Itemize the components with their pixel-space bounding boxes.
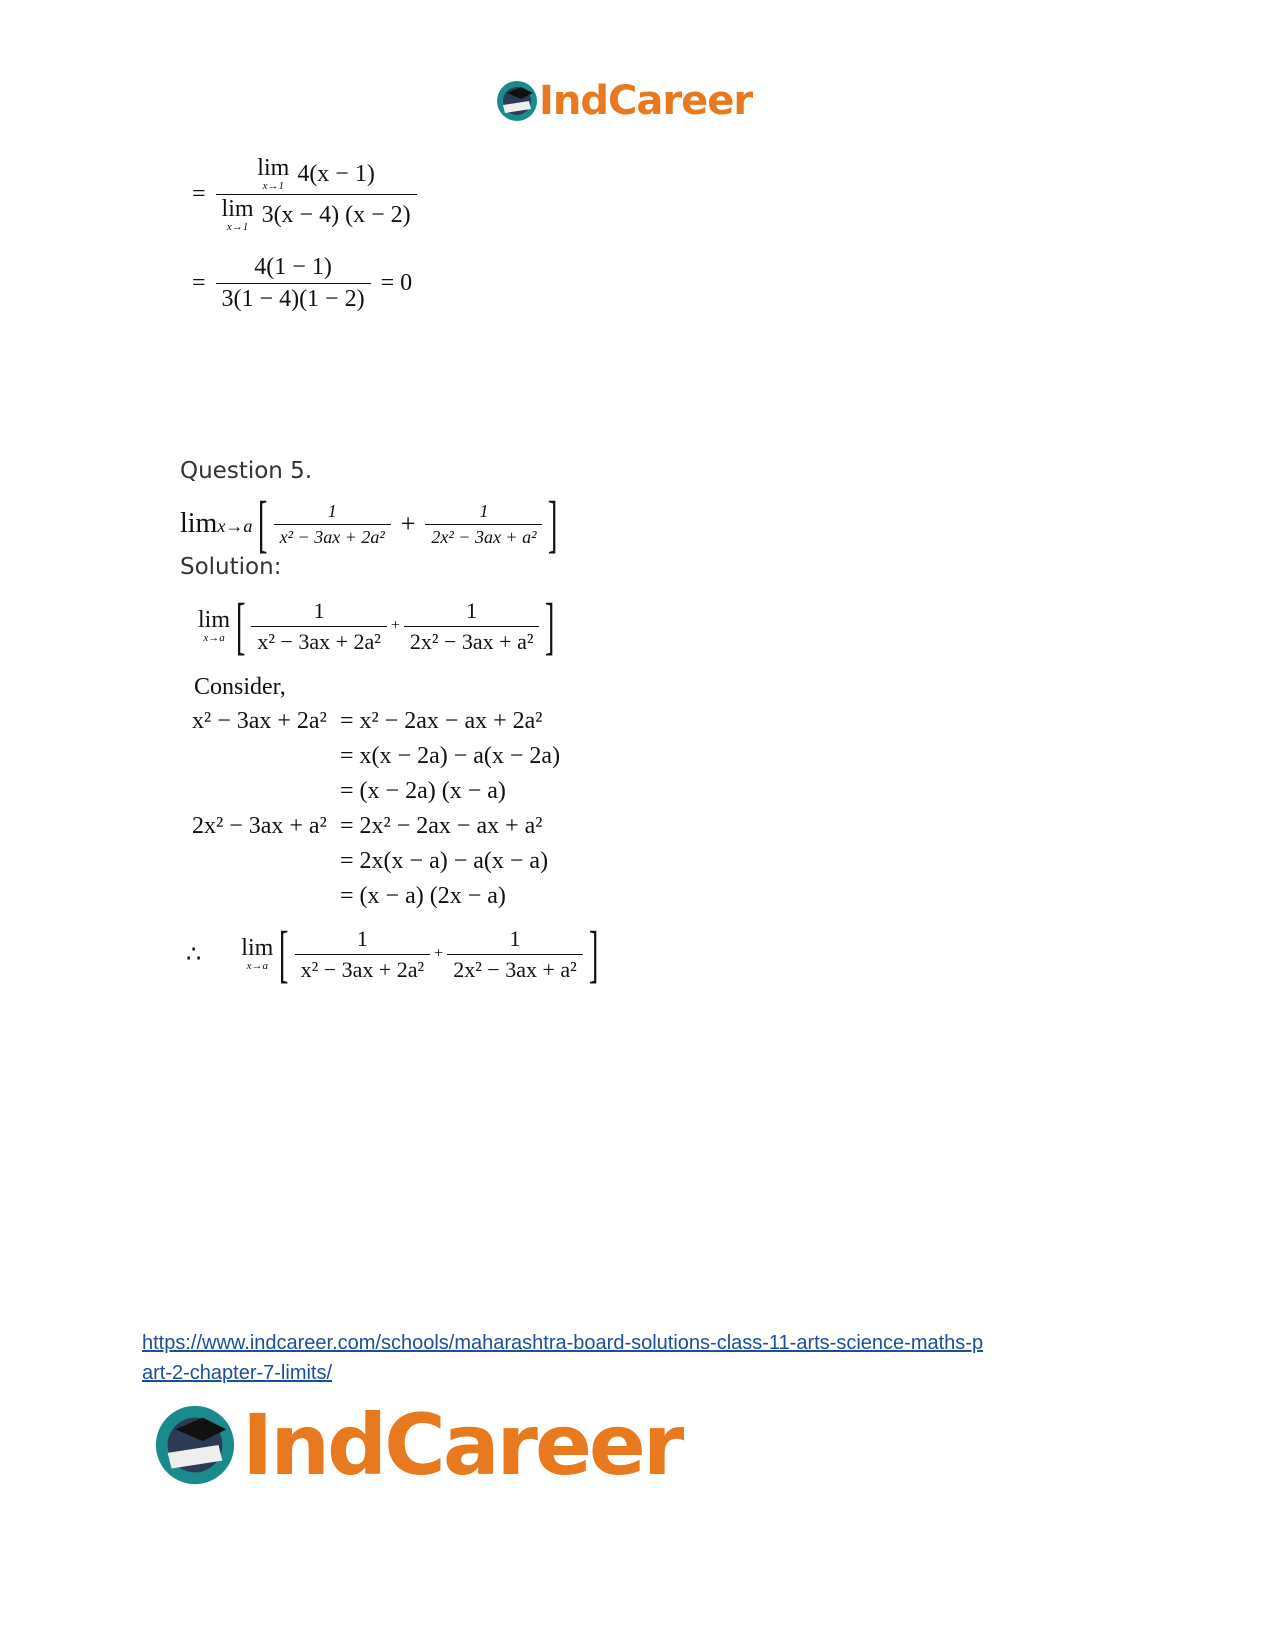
equation-line: 2x² − 3ax + a² = 2x² − 2ax − ax + a²: [192, 813, 543, 839]
limit-operator: lim x→a: [198, 607, 231, 644]
fraction-2: $\frac{1}{\text{2x² − 3ax + a²}}$: [425, 501, 542, 548]
factorization-lines: [192, 704, 560, 914]
right-bracket: ]: [588, 918, 599, 989]
solution-label: Solution:: [180, 554, 282, 580]
plus-sign: +: [400, 509, 416, 538]
denominator: 3(1 − 4)(1 − 2): [216, 283, 371, 313]
left-bracket: [: [235, 590, 246, 661]
therefore-symbol: ∴: [186, 941, 202, 968]
left-bracket: [: [258, 488, 268, 559]
equation-line: = 2x(x − a) − a(x − a): [340, 848, 549, 874]
equation-line: x² − 3ax + 2a² = x² − 2ax − ax + 2a²: [192, 708, 543, 734]
fraction-1: $\frac{1}{\text{x² − 3ax + 2a²}}$: [251, 598, 387, 655]
equals-sign: =: [192, 270, 206, 296]
right-bracket: ]: [545, 590, 555, 661]
consider-label: Consider,: [194, 674, 286, 700]
fraction-2: $\frac{1}{\text{2x² − 3ax + a²}}$: [404, 598, 540, 655]
question-label: Question 5.: [180, 458, 313, 484]
numerator-expression: 4(x − 1): [297, 160, 375, 187]
source-link[interactable]: https://www.indcareer.com/schools/maharashtra-board-solutions-class-11-arts-science-maths-p art-2-chapter-7-limits/: [142, 1332, 984, 1384]
left-bracket: [: [279, 918, 289, 989]
logo-text: IndCareer: [242, 1396, 682, 1494]
equals-sign: =: [192, 181, 206, 207]
right-bracket: ]: [548, 488, 558, 559]
fraction: [216, 254, 371, 313]
limit-operator: lim x→1: [221, 196, 254, 233]
plus-sign: +: [390, 617, 400, 634]
graduation-cap-book-icon: [152, 1402, 238, 1488]
limit-step-2: [192, 254, 412, 313]
final-expression: [186, 918, 604, 989]
result: = 0: [380, 270, 413, 296]
fraction: [216, 156, 417, 233]
header-logo: [495, 78, 752, 124]
limit-operator: limx→a: [180, 508, 253, 539]
limit-step-1: [192, 156, 417, 233]
limit-operator: lim x→a: [241, 935, 274, 972]
equation-line: = (x − 2a) (x − a): [340, 778, 506, 804]
fraction-1: $\frac{1}{\text{x² − 3ax + 2a²}}$: [274, 501, 391, 548]
numerator: [251, 156, 381, 194]
question-expression: [180, 488, 564, 559]
fraction-2: $\frac{1}{\text{2x² − 3ax + a²}}$: [447, 926, 583, 983]
equation-line: = (x − a) (2x − a): [340, 883, 506, 909]
plus-sign: +: [434, 945, 444, 962]
denominator: [216, 194, 417, 233]
numerator: 4(1 − 1): [254, 254, 332, 280]
footer-logo: [152, 1396, 681, 1494]
denominator-expression: 3(x − 4) (x − 2): [261, 201, 411, 228]
limit-operator: lim x→1: [257, 155, 290, 192]
equation-line: = x(x − 2a) − a(x − 2a): [340, 743, 561, 769]
graduation-cap-book-icon: [495, 79, 539, 123]
solution-expression: [198, 590, 561, 661]
fraction-1: $\frac{1}{\text{x² − 3ax + 2a²}}$: [295, 926, 431, 983]
logo-text: IndCareer: [539, 78, 753, 124]
